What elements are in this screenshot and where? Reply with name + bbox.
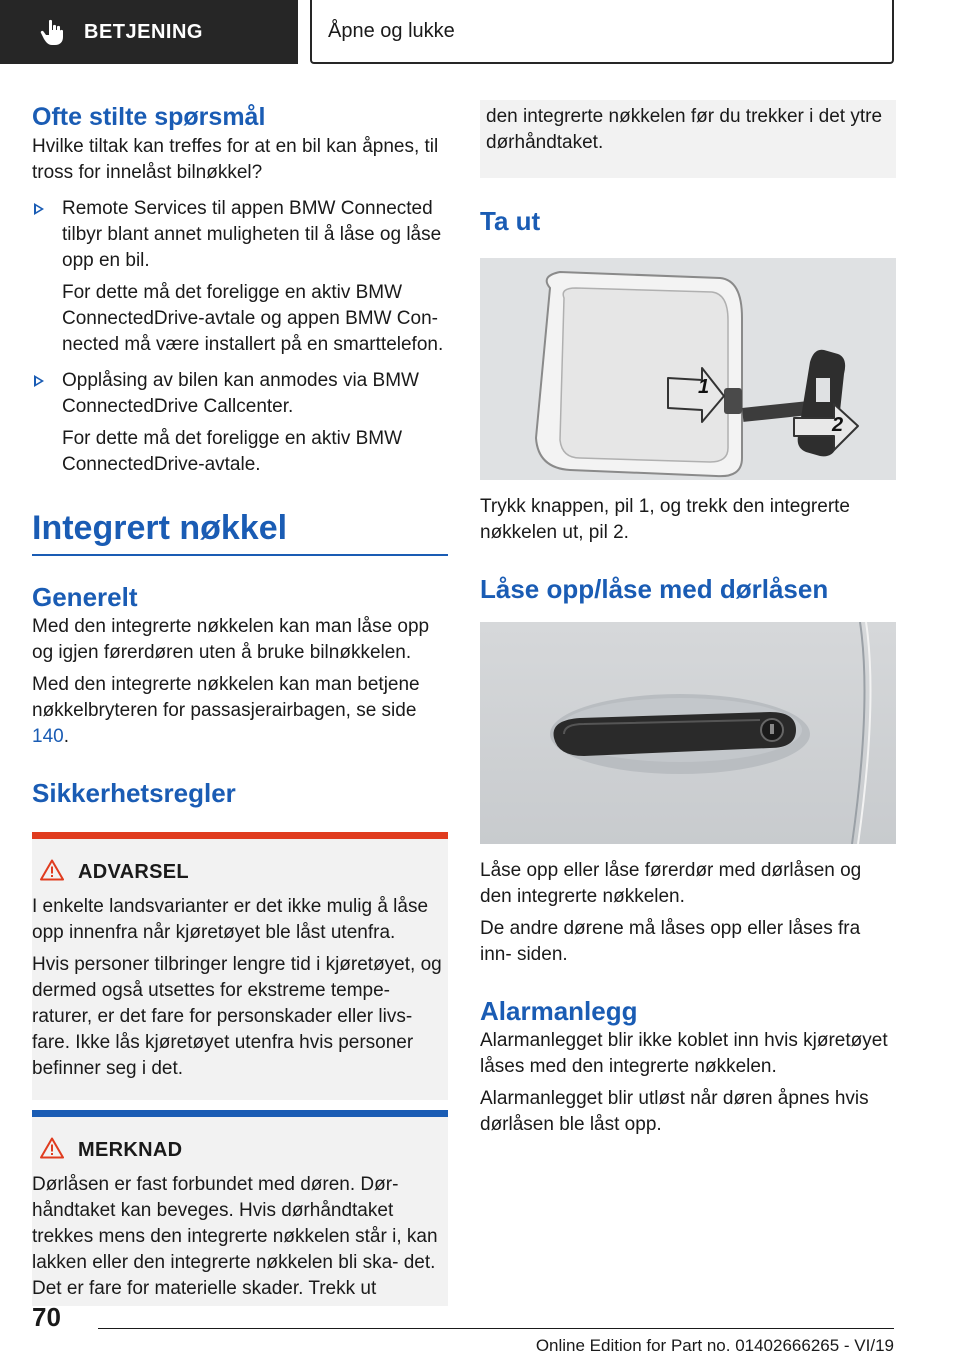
section-tab <box>0 0 298 64</box>
general-paragraph-2 <box>32 672 448 750</box>
heading-rule <box>32 554 448 556</box>
note-box <box>32 1110 448 1306</box>
footer-rule <box>98 1328 894 1329</box>
chapter-label: Åpne og lukke <box>328 19 455 42</box>
integrated-key-heading: Integrert nøkkel <box>32 509 288 547</box>
faq-question: Hvilke tiltak kan treffes for at en bil kan åpnes, til tross for innelåst bilnøkkel? <box>32 136 439 183</box>
door-lock-figure <box>480 622 896 844</box>
right-column <box>480 100 896 1138</box>
general-paragraph-end: . <box>63 726 69 747</box>
general-heading: Generelt <box>32 582 138 612</box>
bullet-subtext: For dette må det foreligge en aktiv BMW ConnectedDrive-avtale. <box>62 428 403 475</box>
left-column <box>32 100 448 1306</box>
page-reference-link[interactable]: 140 <box>32 726 64 747</box>
bullet-triangle-icon <box>34 203 44 215</box>
footer-edition: Online Edition for Part no. 01402666265 - VI/19 <box>535 1336 894 1355</box>
figure-label-1: 1 <box>698 376 710 398</box>
note-box-continued <box>480 100 896 178</box>
page-number: 70 <box>32 1302 61 1332</box>
take-out-paragraph: Trykk knappen, pil 1, og trekk den integrerte nøkkelen ut, pil 2. <box>480 496 850 543</box>
bullet-text: Remote Services til appen BMW Connected tilbyr blant annet muligheten til å låse og låse opp en bil. <box>62 198 442 271</box>
note-title-row <box>32 1137 448 1164</box>
section-label: BETJENING <box>84 20 203 43</box>
warning-paragraph: Hvis personer tilbringer lengre tid i kjøretøyet, og dermed også utsettes for ekstreme tempe‐ raturer, er det fare for personskader eller livs‐ fare. Ikke lås kjøretøyet utenfra hvis personer befinner seg i det. <box>32 954 442 1079</box>
note-paragraph: Dørlåsen er fast forbundet med døren. Dør‐ håndtaket kan beveges. Hvis dørhåndtaket trekkes mens den integrerte nøkkelen står i, kan lakken eller den integrerte nøkkelen bli ska‐ det. Det er fare for materielle skader. Trekk ut <box>32 1174 438 1299</box>
bullet-triangle-icon <box>34 375 44 387</box>
chapter-tab <box>310 0 894 64</box>
hand-pointer-icon <box>38 16 70 48</box>
note-title: MERKNAD <box>78 1139 183 1161</box>
warning-title-row <box>32 859 448 886</box>
figure-label-2: 2 <box>832 414 844 436</box>
warning-title: ADVARSEL <box>78 861 189 883</box>
alarm-heading: Alarmanlegg <box>480 996 638 1026</box>
note-continued-paragraph: den integrerte nøkkelen før du trekker i det ytre dørhåndtaket. <box>486 106 883 153</box>
warning-box <box>32 832 448 1100</box>
warning-triangle-icon <box>40 1137 64 1164</box>
safety-heading: Sikkerhetsregler <box>32 778 236 808</box>
faq-heading: Ofte stilte spørsmål <box>32 103 266 131</box>
door-lock-heading: Låse opp/låse med dørlåsen <box>480 574 829 604</box>
take-out-heading: Ta ut <box>480 206 541 236</box>
general-paragraph: Med den integrerte nøkkelen kan man låse opp og igjen førerdøren uten å bruke bilnøkkelen. <box>32 616 430 663</box>
door-handle-illustration <box>480 622 896 844</box>
bullet-subtext: For dette må det foreligge en aktiv BMW ConnectedDrive-avtale og appen BMW Con‐ nected må være installert på en smarttelefon. <box>62 282 444 355</box>
warning-triangle-icon <box>40 859 64 886</box>
alarm-paragraph-2: Alarmanlegget blir utløst når døren åpnes hvis dørlåsen ble låst opp. <box>480 1088 869 1135</box>
list-item <box>32 196 448 358</box>
door-lock-paragraph: Låse opp eller låse førerdør med dørlåsen og den integrerte nøkkelen. <box>480 860 862 907</box>
key-removal-figure <box>480 258 896 480</box>
list-item <box>32 368 448 478</box>
key-removal-illustration <box>480 258 896 480</box>
bullet-text: Opplåsing av bilen kan anmodes via BMW ConnectedDrive Callcenter. <box>62 370 419 417</box>
alarm-paragraph: Alarmanlegget blir ikke koblet inn hvis kjøretøyet låses med den integrerte nøkkelen. <box>480 1030 888 1077</box>
door-lock-paragraph-2: De andre dørene må låses opp eller låses fra inn‐ siden. <box>480 918 861 965</box>
general-paragraph-text: Med den integrerte nøkkelen kan man betjene nøkkelbryteren for passasjerairbagen, se side <box>32 674 420 721</box>
warning-paragraph: I enkelte landsvarianter er det ikke mulig å låse opp innenfra når kjøretøyet ble låst utenfra. <box>32 896 429 943</box>
